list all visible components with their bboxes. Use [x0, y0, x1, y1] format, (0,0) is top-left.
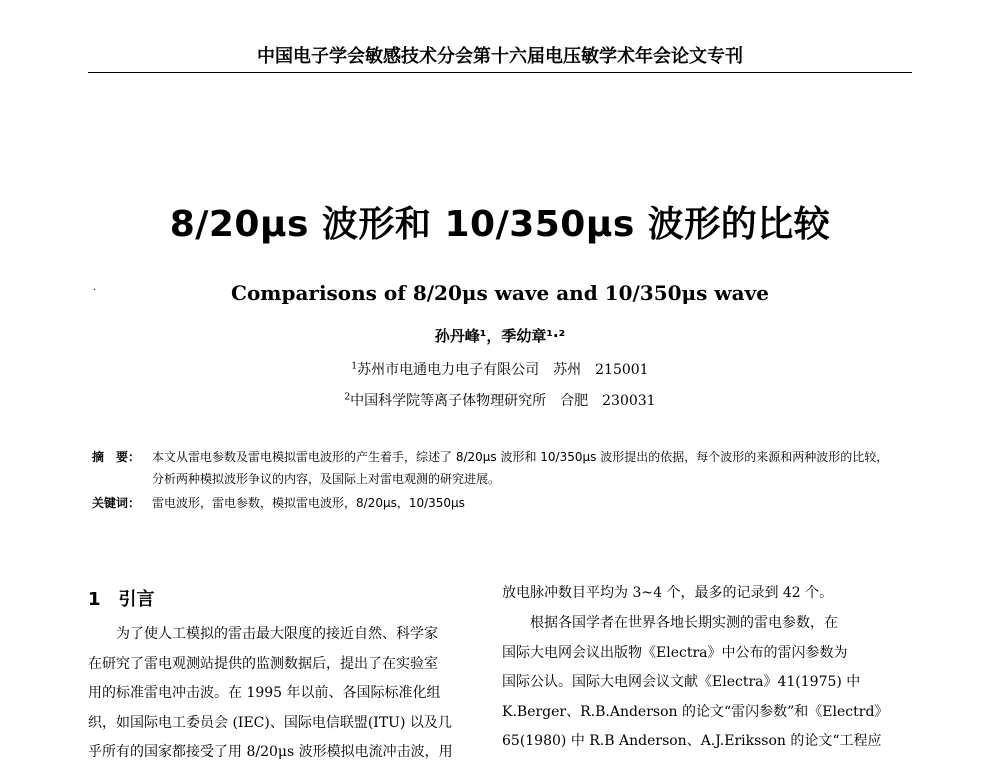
affiliation-1 [0, 359, 1000, 379]
affiliation-2 [0, 390, 1000, 410]
abstract [92, 446, 900, 490]
paper-title-zh: 8/20μs 波形和 10/350μs 波形的比较 [169, 204, 831, 245]
body-line: 放电脉冲数目平均为 3~4 个，最多的记录到 42 个。 [502, 585, 834, 601]
body-line: 国际公认。国际大电网会议文献《Electra》41(1975) 中 [502, 674, 861, 690]
body-line: 织，如国际电工委员会 (IEC)、国际电信联盟(ITU) 以及几 [88, 714, 452, 731]
paper-title-en: Comparisons of 8/20μs wave and 10/350μs wave [231, 281, 769, 305]
right-column [502, 609, 902, 757]
abstract-text: 本文从雷电参数及雷电模拟雷电波形的产生着手，综述了 8/20μs 波形和 10/350μs 波形提出的依据，每个波形的来源和两种波形的比较，分析两种模拟波形争议的内容，及国际上对雷电观测的研究进展。 [152, 450, 889, 486]
body-line: K.Berger、R.B.Anderson 的论文“雷闪参数”和《Electrd》 [502, 703, 889, 720]
keywords-text: 雷电波形，雷电参数，模拟雷电波形，8/20μs，10/350μs [152, 496, 465, 510]
keywords-label: 关键词： [92, 496, 141, 510]
left-column [88, 620, 488, 768]
keywords [92, 492, 900, 514]
affiliation-marker: 2 [344, 392, 351, 403]
body-line: 国际大电网会议出版物《Electra》中公布的雷闪参数为 [502, 644, 848, 661]
body-line: 为了使人工模拟的雷击最大限度的接近自然、科学家 [88, 626, 438, 642]
header-rule [88, 72, 912, 73]
section-heading-introduction: 1 引言 [88, 589, 155, 610]
body-line: 乎所有的国家都接受了用 8/20μs 波形模拟电流冲击波，用 [88, 744, 453, 760]
journal-header: 中国电子学会敏感技术分会第十六届电压敏学术年会论文专刊 [257, 46, 743, 67]
stray-dot: · [93, 285, 97, 296]
affiliation-text: 中国科学院等离子体物理研究所 合肥 230031 [350, 393, 656, 409]
body-line: 用的标准雷电冲击波。在 1995 年以前、各国际标准化组 [88, 685, 441, 701]
author-line: 孙丹峰¹，季幼章¹·² [434, 327, 566, 345]
body-line: 根据各国学者在世界各地长期实测的雷电参数，在 [502, 615, 838, 631]
body-line: 在研究了雷电观测站提供的监测数据后，提出了在实验室 [88, 655, 438, 672]
affiliation-marker: 1 [351, 361, 358, 372]
abstract-label: 摘 要： [92, 450, 141, 464]
affiliation-text: 苏州市电通电力电子有限公司 苏州 215001 [357, 362, 649, 378]
body-line: 65(1980) 中 R.B Anderson、A.J.Eriksson 的论文“工程应 [502, 733, 882, 749]
